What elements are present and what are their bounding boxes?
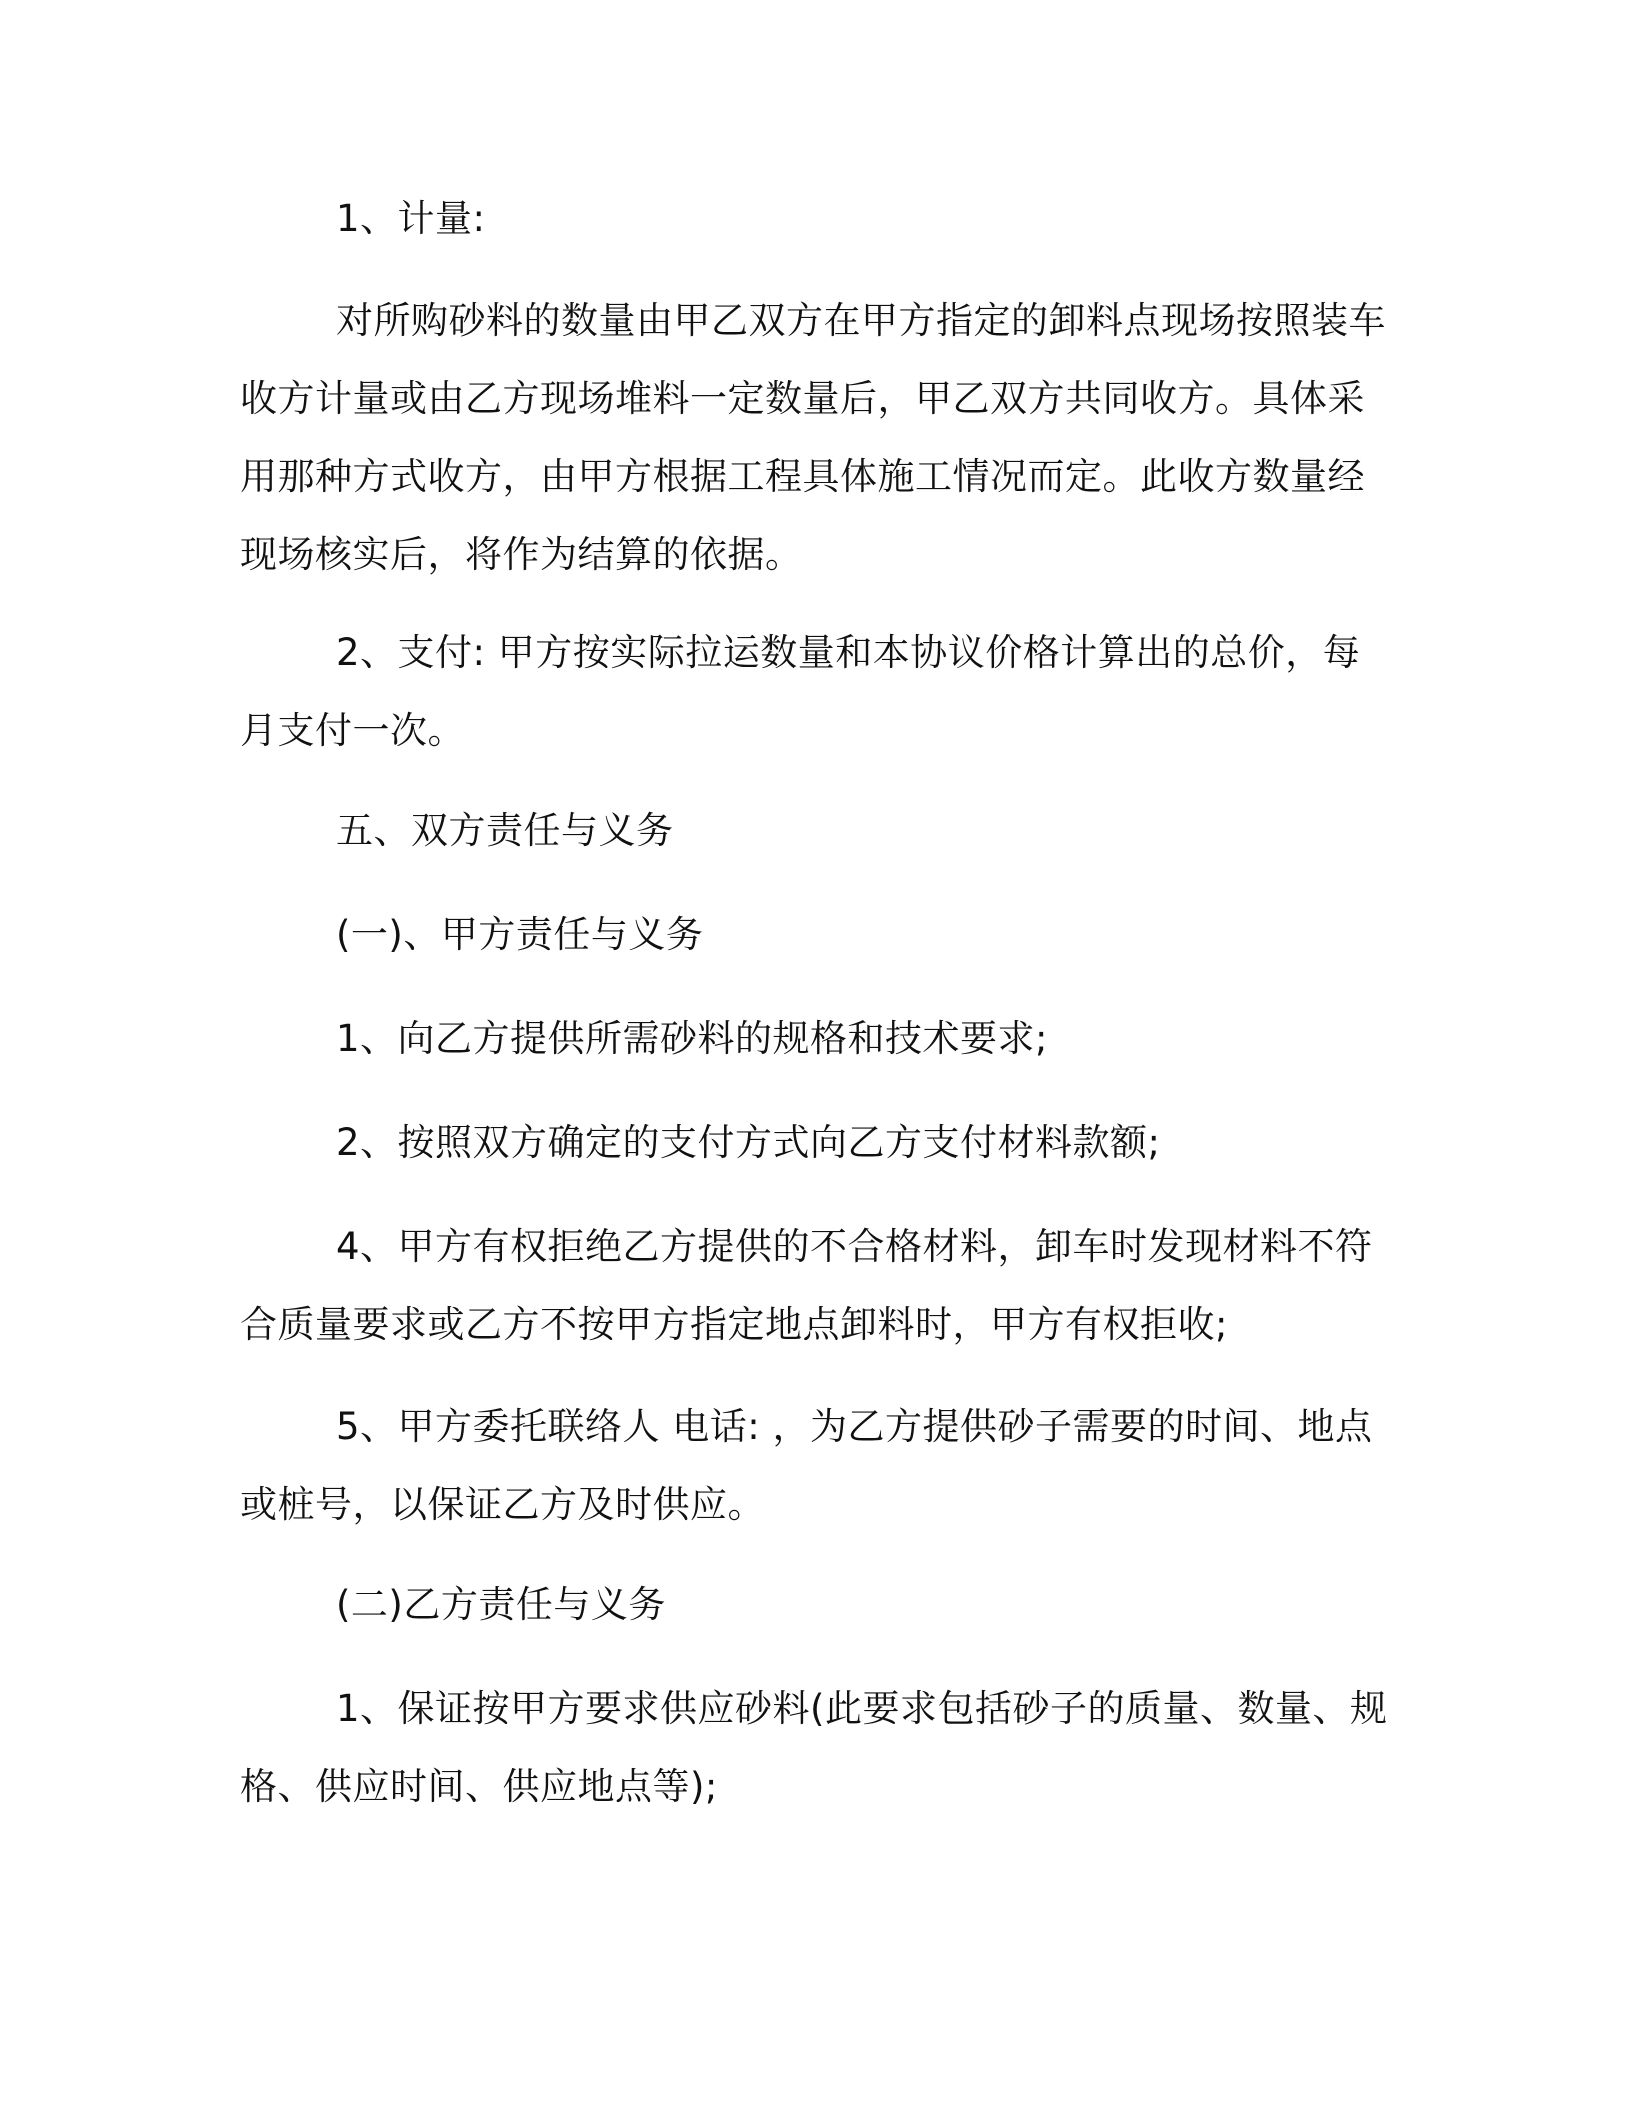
paragraph-line: (二)乙方责任与义务: [336, 1583, 666, 1626]
paragraph-line: 1、保证按甲方要求供应砂料(此要求包括砂子的质量、数量、规: [336, 1687, 1388, 1730]
party-a-item-2: [240, 1104, 1390, 1182]
paragraph-line: 或桩号，以保证乙方及时供应。: [240, 1483, 765, 1526]
paragraph-line: 五、双方责任与义务: [336, 809, 674, 852]
paragraph-line: 现场核实后，将作为结算的依据。: [240, 533, 803, 576]
section-heading-five: [240, 792, 1390, 870]
paragraph-line: 2、按照双方确定的支付方式向乙方支付材料款额;: [336, 1121, 1161, 1164]
paragraph-line: 2、支付: 甲方按实际拉运数量和本协议价格计算出的总价，每: [336, 631, 1361, 674]
paragraph-line: 月支付一次。: [240, 709, 465, 752]
paragraph-line: 1、向乙方提供所需砂料的规格和技术要求;: [336, 1017, 1049, 1060]
paragraph-measurement-heading: [240, 180, 1390, 258]
paragraph-line: 合质量要求或乙方不按甲方指定地点卸料时，甲方有权拒收;: [240, 1303, 1228, 1346]
paragraph-line: 格、供应时间、供应地点等);: [240, 1765, 718, 1808]
paragraph-line: 4、甲方有权拒绝乙方提供的不合格材料，卸车时发现材料不符: [336, 1225, 1373, 1268]
paragraph-measurement-body: [240, 282, 1390, 594]
party-a-item-1: [240, 1000, 1390, 1078]
paragraph-line: 5、甲方委托联络人 电话: ，为乙方提供砂子需要的时间、地点: [336, 1405, 1373, 1448]
paragraph-line: 收方计量或由乙方现场堆料一定数量后，甲乙双方共同收方。具体采: [240, 377, 1365, 420]
party-b-item-1: [240, 1670, 1390, 1826]
paragraph-line: 1、计量:: [336, 197, 486, 240]
party-a-item-5: [240, 1388, 1390, 1544]
paragraph-payment: [240, 614, 1390, 770]
paragraph-line: 对所购砂料的数量由甲乙双方在甲方指定的卸料点现场按照装车: [336, 299, 1386, 342]
subsection-heading-party-a: [240, 896, 1390, 974]
paragraph-line: 用那种方式收方，由甲方根据工程具体施工情况而定。此收方数量经: [240, 455, 1365, 498]
subsection-heading-party-b: [240, 1566, 1390, 1644]
party-a-item-4: [240, 1208, 1390, 1364]
paragraph-line: (一)、甲方责任与义务: [336, 913, 704, 956]
